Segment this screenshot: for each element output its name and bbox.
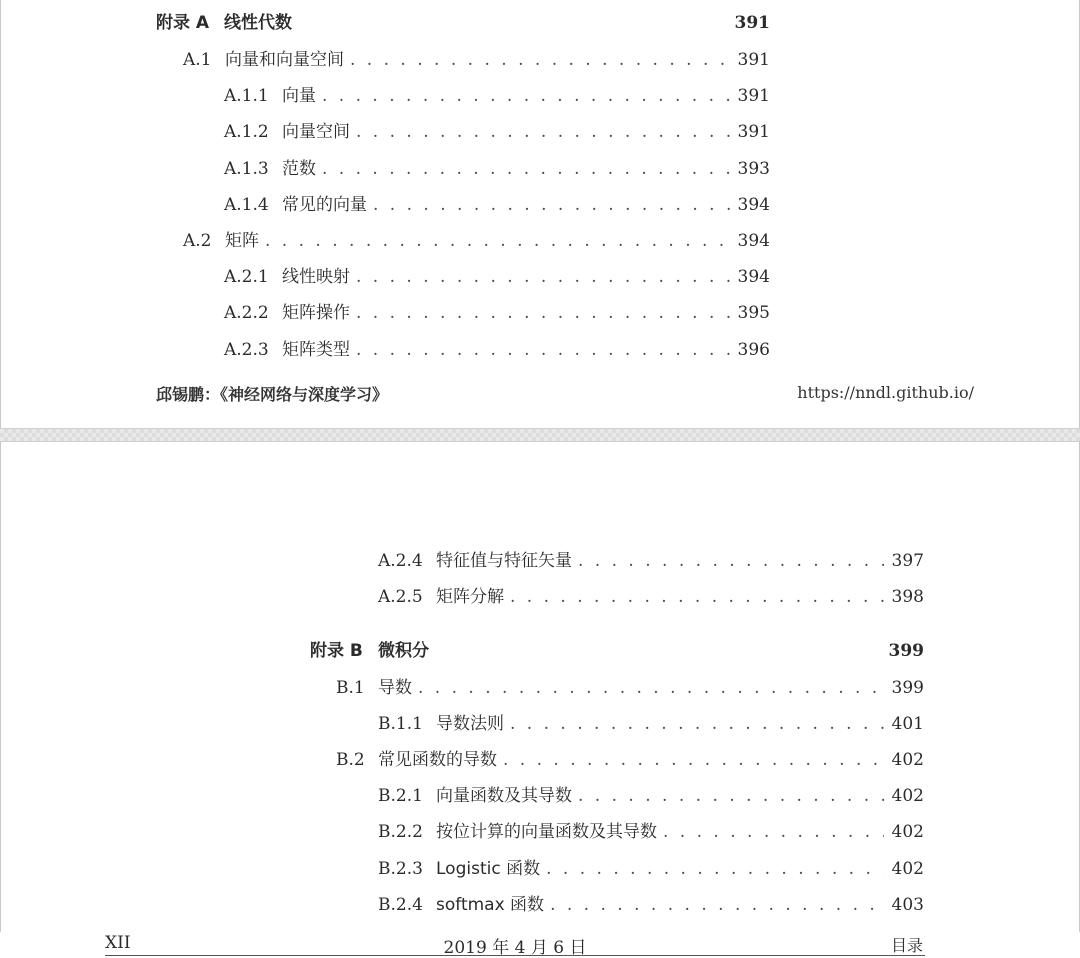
toc-leader-dots [322,159,730,179]
toc-entry-number: B.1.1 [378,714,423,734]
page-footer-url: https://nndl.github.io/ [797,383,974,402]
document-page-bottom [0,442,1080,958]
toc-entry-page: 402 [891,786,924,806]
toc-entry-page: 391 [737,122,770,142]
toc-entry-page: 394 [737,195,770,215]
toc-entry-number: A.2.4 [378,551,423,571]
page-header-rule [105,955,925,956]
toc-subsection-entry[interactable] [378,582,924,607]
toc-leader-dots [503,750,884,770]
toc-leader-dots [510,587,884,607]
toc-entry-title: 矩阵分解 [436,587,504,607]
toc-entry-page: 395 [737,303,770,323]
toc-subsection-entry[interactable] [224,335,770,360]
toc-subsection-entry[interactable] [378,890,924,915]
toc-entry-title: softmax 函数 [436,895,545,915]
toc-entry-number: B.2.3 [378,859,423,879]
toc-subsection-entry[interactable] [224,154,770,179]
toc-subsection-entry[interactable] [224,81,770,106]
toc-entry-title: 导数法则 [436,714,504,734]
toc-entry-page: 403 [891,895,924,915]
toc-subsection-entry[interactable] [378,546,924,571]
toc-entry-title: 线性代数 [224,13,292,33]
toc-entry-page: 399 [888,641,924,661]
toc-subsection-entry[interactable] [224,117,770,142]
toc-entry-number: B.2 [336,750,365,770]
toc-subsection-entry[interactable] [224,262,770,287]
toc-leader-dots [356,340,730,360]
toc-subsection-entry[interactable] [224,298,770,323]
toc-entry-number: B.2.1 [378,786,423,806]
toc-leader-dots [550,895,883,915]
toc-entry-page: 391 [737,86,770,106]
toc-leader-dots [546,859,883,879]
toc-entry-page: 393 [737,159,770,179]
toc-entry-number: A.2.5 [378,587,423,607]
toc-entry-number: A.1.2 [224,122,269,142]
toc-entry-number: B.2.4 [378,895,423,915]
toc-section-entry[interactable] [183,226,770,251]
toc-entry-page: 394 [737,231,770,251]
toc-section-entry[interactable] [183,45,770,70]
toc-entry-number: A.1.3 [224,159,269,179]
toc-leader-dots [663,822,884,842]
toc-entry-title: 向量函数及其导数 [436,786,572,806]
toc-entry-number: B.2.2 [378,822,423,842]
toc-entry-title: 矩阵 [225,231,259,251]
toc-leader-dots [578,786,884,806]
toc-entry-title: 向量空间 [282,122,350,142]
toc-entry-page: 402 [891,859,924,879]
toc-entry-page: 401 [891,714,924,734]
toc-entry-title: 矩阵类型 [282,340,350,360]
toc-entry-title: 线性映射 [282,267,350,287]
toc-entry-title: 矩阵操作 [282,303,350,323]
toc-entry-page: 399 [891,678,924,698]
toc-entry-number: A.2.1 [224,267,269,287]
toc-leader-dots [418,678,884,698]
toc-subsection-entry[interactable] [378,781,924,806]
toc-subsection-entry[interactable] [378,709,924,734]
toc-leader-dots [356,122,730,142]
toc-entry-title: 导数 [378,678,412,698]
toc-entry-title: 向量 [282,86,316,106]
toc-leader-dots [356,267,730,287]
toc-entry-page: 396 [737,340,770,360]
toc-subsection-entry[interactable] [378,854,924,879]
toc-entry-page: 391 [737,50,770,70]
toc-entry-number: A.1.1 [224,86,269,106]
toc-entry-number: A.2.2 [224,303,269,323]
toc-chapter-entry[interactable] [310,636,924,661]
page-header-date: 2019 年 4 月 6 日 [443,938,587,958]
toc-entry-title: 按位计算的向量函数及其导数 [436,822,657,842]
toc-entry-number: B.1 [336,678,365,698]
toc-entry-page: 402 [891,822,924,842]
toc-leader-dots [510,714,884,734]
toc-entry-page: 402 [891,750,924,770]
toc-leader-dots [356,303,730,323]
document-page-top [0,0,1080,428]
toc-section-entry[interactable] [336,745,924,770]
toc-chapter-entry[interactable] [156,8,770,33]
toc-entry-title: 范数 [282,159,316,179]
toc-entry-title: Logistic 函数 [436,859,541,879]
page-header-page-number: XII [105,933,131,953]
toc-entry-number: A.2.3 [224,340,269,360]
toc-entry-title: 特征值与特征矢量 [436,551,572,571]
toc-entry-page: 398 [891,587,924,607]
toc-entry-number: 附录 B [310,641,363,661]
toc-leader-dots [350,50,730,70]
toc-leader-dots [322,86,730,106]
toc-entry-page: 391 [734,13,770,33]
page-footer-author-title: 邱锡鹏：《神经网络与深度学习》 [156,385,389,404]
toc-leader-dots [373,195,730,215]
toc-entry-page: 397 [891,551,924,571]
toc-entry-number: A.1 [183,50,212,70]
toc-entry-page: 394 [737,267,770,287]
page-header-section: 目录 [890,936,923,955]
toc-entry-number: A.2 [183,231,212,251]
toc-section-entry[interactable] [336,673,924,698]
toc-entry-number: 附录 A [156,13,210,33]
toc-subsection-entry[interactable] [224,190,770,215]
toc-entry-title: 微积分 [378,641,429,661]
toc-entry-title: 向量和向量空间 [225,50,344,70]
toc-entry-number: A.1.4 [224,195,269,215]
toc-leader-dots [578,551,884,571]
toc-subsection-entry[interactable] [378,817,924,842]
toc-leader-dots [265,231,730,251]
toc-entry-title: 常见函数的导数 [378,750,497,770]
toc-entry-title: 常见的向量 [282,195,367,215]
page-separator [0,428,1080,442]
